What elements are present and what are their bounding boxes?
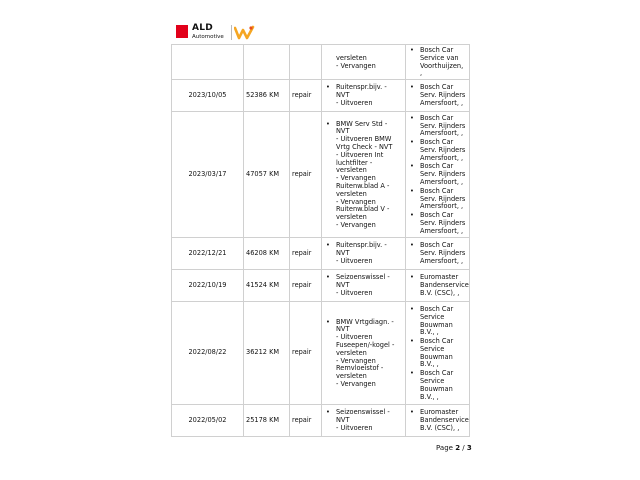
garage-list bbox=[408, 47, 467, 78]
description-item: • Ruitenspr.bijv. - NVT - Uitvoeren bbox=[324, 84, 403, 107]
table-row bbox=[172, 405, 470, 437]
description-cell bbox=[322, 405, 406, 437]
table-row bbox=[172, 45, 470, 80]
garage-item: • Bosch Car Serv. Rijnders Amersfoort, , bbox=[408, 139, 467, 162]
date-cell: 2022/12/21 bbox=[172, 238, 244, 270]
mileage-cell bbox=[244, 45, 290, 80]
table-row bbox=[172, 270, 470, 302]
logo-divider bbox=[231, 25, 232, 40]
mileage-cell: 25178 KM bbox=[244, 405, 290, 437]
description-list bbox=[324, 84, 403, 107]
type-cell: repair bbox=[290, 405, 322, 437]
ald-logo-text: ALD bbox=[192, 23, 214, 33]
date-cell: 2022/08/22 bbox=[172, 302, 244, 405]
description-list bbox=[336, 55, 403, 71]
garage-item: • Euromaster Bandenservice B.V. (CSC), , bbox=[408, 274, 467, 297]
description-cell bbox=[322, 112, 406, 238]
page-total: 3 bbox=[466, 444, 472, 452]
ald-logo-square bbox=[176, 25, 188, 38]
date-cell: 2022/05/02 bbox=[172, 405, 244, 437]
table-row bbox=[172, 302, 470, 405]
garage-item: • Bosch Car Serv. Rijnders Amersfoort, , bbox=[408, 212, 467, 235]
garage-item: • Bosch Car Service Bouwman B.V., , bbox=[408, 370, 467, 401]
garage-item: • Bosch Car Serv. Rijnders Amersfoort, , bbox=[408, 115, 467, 138]
maintenance-history-table bbox=[171, 44, 470, 437]
description-item: • Seizoenswissel - NVT - Uitvoeren bbox=[324, 274, 403, 297]
garage-cell bbox=[406, 238, 470, 270]
description-list bbox=[324, 274, 403, 297]
mileage-cell: 46208 KM bbox=[244, 238, 290, 270]
description-list bbox=[324, 319, 403, 389]
page-indicator bbox=[436, 444, 472, 452]
garage-cell bbox=[406, 302, 470, 405]
description-item: • Ruitenspr.bijv. - NVT - Uitvoeren bbox=[324, 242, 403, 265]
description-list bbox=[324, 409, 403, 432]
type-cell: repair bbox=[290, 270, 322, 302]
garage-item: • Euromaster Bandenservice B.V. (CSC), , bbox=[408, 409, 467, 432]
table-row bbox=[172, 238, 470, 270]
mileage-cell: 52386 KM bbox=[244, 80, 290, 112]
garage-item: • Bosch Car Service Bouwman B.V., , bbox=[408, 306, 467, 337]
description-cell bbox=[322, 270, 406, 302]
description-list bbox=[324, 121, 403, 230]
garage-cell bbox=[406, 405, 470, 437]
garage-list bbox=[408, 115, 467, 236]
garage-list bbox=[408, 274, 467, 297]
type-cell: repair bbox=[290, 238, 322, 270]
description-cell bbox=[322, 238, 406, 270]
date-cell: 2022/10/19 bbox=[172, 270, 244, 302]
date-cell: 2023/10/05 bbox=[172, 80, 244, 112]
garage-item: • Bosch Car Serv. Rijnders Amersfoort, , bbox=[408, 188, 467, 211]
garage-cell bbox=[406, 45, 470, 80]
garage-item: • Bosch Car Service Bouwman B.V., , bbox=[408, 338, 467, 369]
page-label: Page bbox=[436, 444, 453, 452]
garage-list bbox=[408, 84, 467, 107]
garage-item: • Bosch Car Service van Voorthuijzen, , bbox=[408, 47, 467, 78]
mileage-cell: 41524 KM bbox=[244, 270, 290, 302]
garage-cell bbox=[406, 80, 470, 112]
description-item: • BMW Serv Std - NVT - Uitvoeren BMW Vrtg Check - NVT - Uitvoeren Int luchtfilter - versleten - Vervangen Ruitenw.blad A - versleten - Vervangen Ruitenw.blad V - versleten - Vervangen bbox=[324, 121, 403, 230]
type-cell: repair bbox=[290, 302, 322, 405]
mileage-cell: 47057 KM bbox=[244, 112, 290, 238]
garage-item: • Bosch Car Serv. Rijnders Amersfoort, , bbox=[408, 84, 467, 107]
description-cell bbox=[322, 302, 406, 405]
description-list bbox=[324, 242, 403, 265]
description-cell bbox=[322, 80, 406, 112]
garage-item: • Bosch Car Serv. Rijnders Amersfoort, , bbox=[408, 163, 467, 186]
type-cell: repair bbox=[290, 112, 322, 238]
garage-list bbox=[408, 242, 467, 265]
date-cell bbox=[172, 45, 244, 80]
description-item: • Seizoenswissel - NVT - Uitvoeren bbox=[324, 409, 403, 432]
garage-list bbox=[408, 409, 467, 432]
type-cell bbox=[290, 45, 322, 80]
garage-item: • Bosch Car Serv. Rijnders Amersfoort, , bbox=[408, 242, 467, 265]
leaseplan-logo-icon bbox=[234, 25, 256, 40]
description-cell bbox=[322, 45, 406, 80]
garage-cell bbox=[406, 112, 470, 238]
page-current: 2 bbox=[455, 444, 461, 452]
garage-list bbox=[408, 306, 467, 402]
type-cell: repair bbox=[290, 80, 322, 112]
description-item: • BMW Vrtgdiagn. - NVT - Uitvoeren Fuseepen/-kogel - versleten - Vervangen Remvloeistof - versleten - Vervangen bbox=[324, 319, 403, 389]
garage-cell bbox=[406, 270, 470, 302]
page-separator: / bbox=[462, 444, 465, 452]
description-item: versleten - Vervangen bbox=[336, 53, 376, 70]
table-row bbox=[172, 80, 470, 112]
ald-logo-subtext: Automotive bbox=[192, 34, 224, 40]
date-cell: 2023/03/17 bbox=[172, 112, 244, 238]
mileage-cell: 36212 KM bbox=[244, 302, 290, 405]
table-row bbox=[172, 112, 470, 238]
